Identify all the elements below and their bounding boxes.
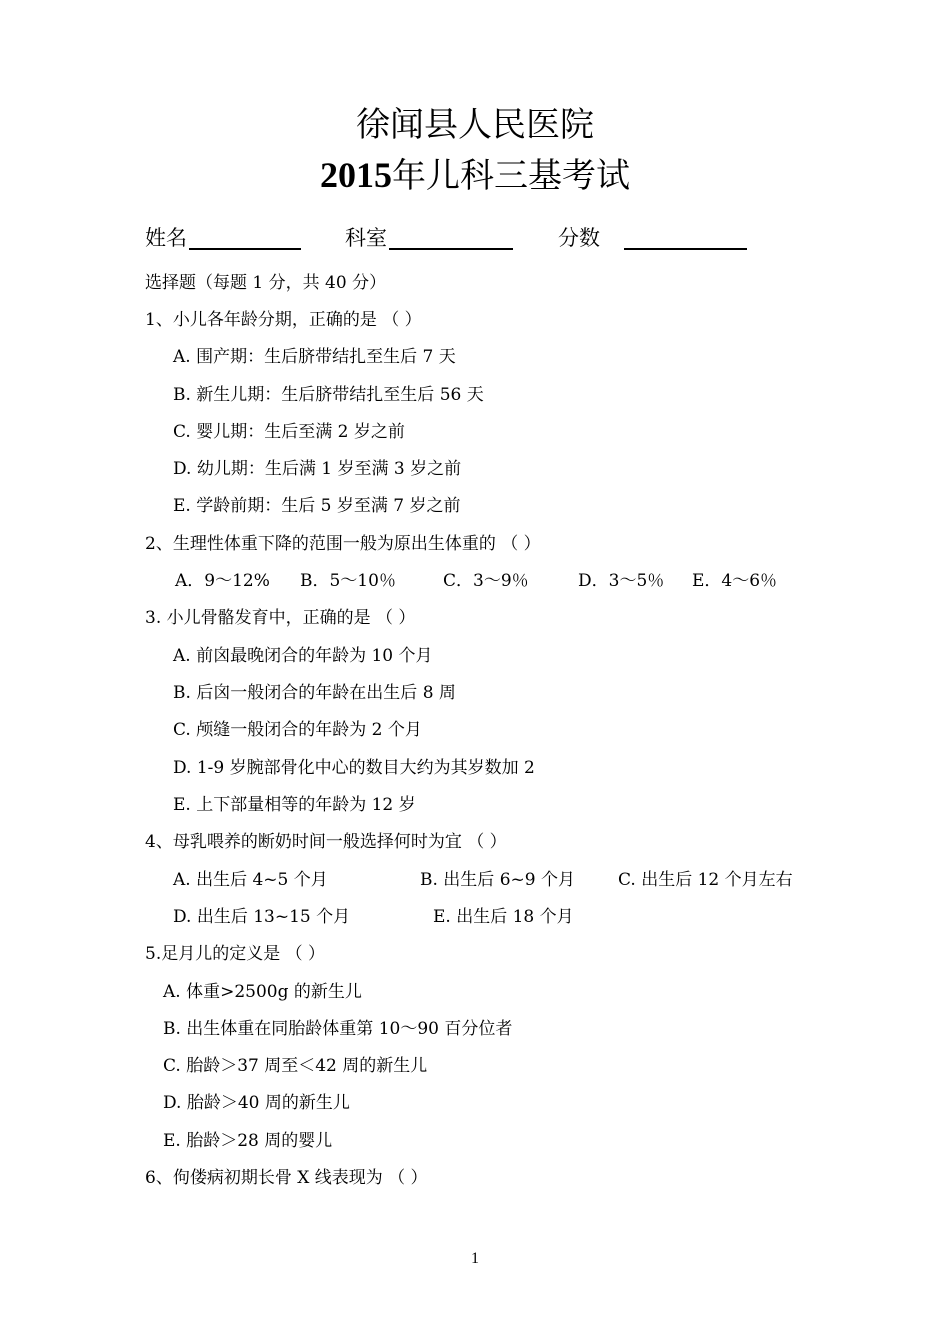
question-2-option-e: E．4～6％ (692, 571, 778, 591)
question-2-option-a: A．9～12% (175, 571, 270, 591)
question-1-option-c: C. 婴儿期：生后至满 2 岁之前 (173, 422, 405, 442)
question-3-option-c: C. 颅缝一般闭合的年龄为 2 个月 (173, 720, 422, 740)
dept-blank[interactable] (389, 220, 513, 250)
question-1-option-d: D. 幼儿期：生后满 1 岁至满 3 岁之前 (173, 459, 462, 479)
exam-title (0, 153, 950, 198)
question-4-option-d: D. 出生后 13~15 个月 (173, 907, 351, 927)
score-label: 分数 (558, 226, 600, 250)
question-4-option-e: E. 出生后 18 个月 (433, 907, 574, 927)
question-2-option-d: D．3～5％ (578, 571, 665, 591)
question-2-option-b: B．5～10％ (300, 571, 396, 591)
section-heading: 选择题（每题 1 分，共 40 分） (145, 273, 387, 293)
exam-year: 2015 (320, 155, 392, 195)
question-3-option-e: E. 上下部量相等的年龄为 12 岁 (173, 795, 416, 815)
question-1-stem: 1、小儿各年龄分期，正确的是 （ ） (145, 310, 422, 330)
question-5-option-a: A. 体重>2500g 的新生儿 (163, 982, 362, 1002)
question-3-option-a: A. 前囟最晚闭合的年龄为 10 个月 (173, 646, 433, 666)
question-5-option-e: E. 胎龄＞28 周的婴儿 (163, 1131, 333, 1151)
question-5-option-b: B. 出生体重在同胎龄体重第 10～90 百分位者 (163, 1019, 513, 1039)
dept-label: 科室 (345, 226, 387, 250)
question-5-stem: 5.足月儿的定义是 （ ） (145, 944, 326, 964)
question-2-stem: 2、生理性体重下降的范围一般为原出生体重的 （ ） (145, 534, 541, 554)
question-4-option-b: B. 出生后 6~9 个月 (420, 870, 575, 890)
question-4-option-a: A. 出生后 4~5 个月 (173, 870, 328, 890)
question-5-option-c: C. 胎龄＞37 周至＜42 周的新生儿 (163, 1056, 428, 1076)
info-fields (0, 220, 950, 254)
page-number: 1 (471, 1250, 479, 1267)
question-4-option-c: C. 出生后 12 个月左右 (618, 870, 793, 890)
question-5-option-d: D. 胎龄＞40 周的新生儿 (163, 1093, 350, 1113)
question-1-option-e: E. 学龄前期：生后 5 岁至满 7 岁之前 (173, 496, 461, 516)
question-6-stem: 6、佝偻病初期长骨 X 线表现为 （ ） (145, 1168, 428, 1188)
question-3-stem: 3. 小儿骨骼发育中，正确的是 （ ） (145, 608, 416, 628)
question-3-option-d: D. 1-9 岁腕部骨化中心的数目大约为其岁数加 2 (173, 758, 535, 778)
exam-name: 年儿科三基考试 (392, 156, 630, 196)
question-4-stem: 4、母乳喂养的断奶时间一般选择何时为宜 （ ） (145, 832, 507, 852)
question-1-option-a: A. 围产期：生后脐带结扎至生后 7 天 (173, 347, 456, 367)
name-blank[interactable] (189, 220, 301, 250)
question-1-option-b: B. 新生儿期：生后脐带结扎至生后 56 天 (173, 385, 484, 405)
name-label: 姓名 (145, 226, 187, 250)
hospital-title: 徐闻县人民医院 (356, 105, 594, 145)
question-3-option-b: B. 后囟一般闭合的年龄在出生后 8 周 (173, 683, 456, 703)
question-2-option-c: C．3～9％ (443, 571, 529, 591)
score-blank[interactable] (624, 220, 747, 250)
